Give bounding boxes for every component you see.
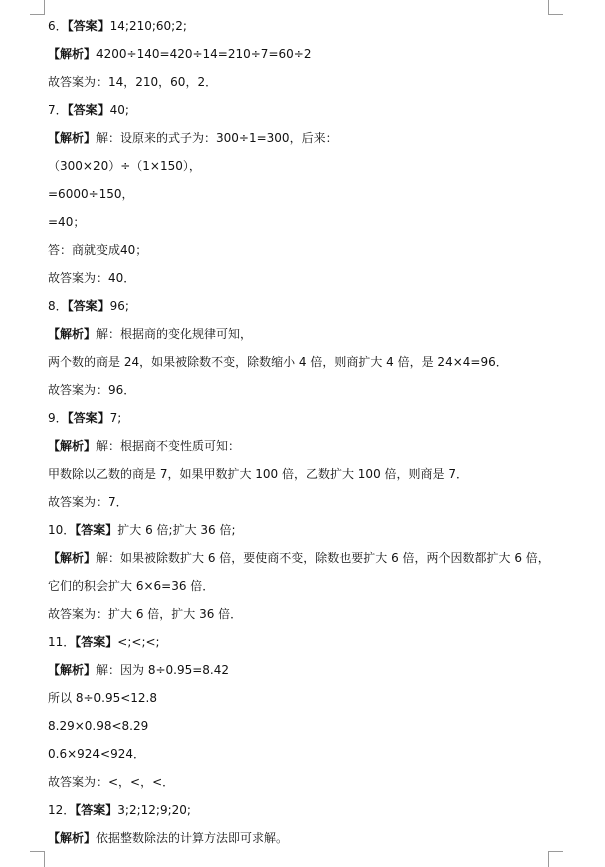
- question-number: 10．: [48, 523, 76, 537]
- analysis-line: [48, 40, 558, 68]
- question-number: 12．: [48, 803, 76, 817]
- text-line: [48, 236, 558, 264]
- text-line: [48, 488, 558, 516]
- answer-line: [48, 628, 558, 656]
- answer-line: [48, 404, 558, 432]
- analysis-label: 【解析】: [48, 47, 97, 61]
- text-line: [48, 600, 558, 628]
- line-text: 故答案为：7．: [48, 495, 128, 509]
- line-text: （300×20）÷（1×150），: [48, 159, 201, 173]
- analysis-line: [48, 824, 558, 852]
- answer-line: [48, 96, 558, 124]
- text-line: [48, 460, 558, 488]
- answer-label: 【答案】: [67, 19, 110, 33]
- answer-label: 【答案】: [75, 803, 118, 817]
- question-number: 9．: [48, 411, 68, 425]
- analysis-line: [48, 544, 558, 600]
- line-text: 故答案为：扩大 6 倍，扩大 36 倍．: [48, 607, 243, 621]
- line-text: 解：根据商的变化规律可知，: [96, 327, 253, 341]
- answer-line: [48, 516, 558, 544]
- analysis-line: [48, 432, 558, 460]
- text-line: [48, 376, 558, 404]
- text-line: [48, 264, 558, 292]
- answer-label: 【答案】: [75, 523, 118, 537]
- text-line: [48, 684, 558, 712]
- analysis-line: [48, 124, 558, 152]
- question-number: 7．: [48, 103, 68, 117]
- line-text: 所以 8÷0.95<12.8: [48, 691, 157, 705]
- answer-line: [48, 292, 558, 320]
- analysis-label: 【解析】: [48, 439, 97, 453]
- line-text: 解：根据商不变性质可知：: [96, 439, 241, 453]
- answer-line: [48, 796, 558, 824]
- line-text: 故答案为：<，<，<．: [48, 775, 175, 789]
- text-line: [48, 712, 558, 740]
- line-text: 0.6×924<924．: [48, 747, 146, 761]
- answer-label: 【答案】: [67, 103, 110, 117]
- line-text: 96;: [109, 299, 129, 313]
- answer-line: [48, 12, 558, 40]
- analysis-label: 【解析】: [48, 131, 97, 145]
- line-text: 故答案为：14，210，60，2．: [48, 75, 218, 89]
- line-text: 解：因为 8÷0.95=8.42: [96, 663, 230, 677]
- line-text: 40;: [109, 103, 129, 117]
- page-corner-mark-bottom-left: [30, 851, 45, 867]
- line-text: 依据整数除法的计算方法即可求解。: [96, 831, 289, 845]
- text-line: [48, 152, 558, 180]
- line-text: 故答案为：40．: [48, 271, 136, 285]
- line-text: 14;210;60;2;: [109, 19, 187, 33]
- analysis-line: [48, 656, 558, 684]
- analysis-label: 【解析】: [48, 831, 97, 845]
- line-text: =6000÷150，: [48, 187, 134, 201]
- question-number: 8．: [48, 299, 68, 313]
- analysis-label: 【解析】: [48, 327, 97, 341]
- line-text: 两个数的商是 24，如果被除数不变，除数缩小 4 倍，则商扩大 4 倍，是 24×4=96．: [48, 355, 508, 369]
- page-corner-mark-top-left: [30, 0, 45, 15]
- text-line: [48, 180, 558, 208]
- page-corner-mark-bottom-right: [548, 851, 563, 867]
- document-body[interactable]: [48, 12, 558, 852]
- analysis-label: 【解析】: [48, 663, 97, 677]
- text-line: [48, 768, 558, 796]
- text-line: [48, 208, 558, 236]
- line-text: 解：设原来的式子为：300÷1=300，后来：: [96, 131, 338, 145]
- answer-label: 【答案】: [67, 411, 110, 425]
- line-text: 甲数除以乙数的商是 7，如果甲数扩大 100 倍，乙数扩大 100 倍，则商是 7．: [48, 467, 468, 481]
- answer-label: 【答案】: [75, 635, 118, 649]
- line-text: 解：如果被除数扩大 6 倍，要使商不变，除数也要扩大 6 倍，两个因数都扩大 6 倍，它们的积会扩大 6×6=36 倍．: [48, 551, 550, 593]
- question-number: 6．: [48, 19, 68, 33]
- question-number: 11．: [48, 635, 76, 649]
- text-line: [48, 68, 558, 96]
- text-line: [48, 740, 558, 768]
- line-text: 扩大 6 倍;扩大 36 倍;: [117, 523, 236, 537]
- line-text: <;<;<;: [117, 635, 160, 649]
- line-text: 8.29×0.98<8.29: [48, 719, 149, 733]
- line-text: 故答案为：96．: [48, 383, 136, 397]
- text-line: [48, 348, 558, 376]
- line-text: 答：商就变成40；: [48, 243, 148, 257]
- analysis-line: [48, 320, 558, 348]
- line-text: 7;: [109, 411, 122, 425]
- line-text: =40；: [48, 215, 86, 229]
- line-text: 3;2;12;9;20;: [117, 803, 191, 817]
- analysis-label: 【解析】: [48, 551, 97, 565]
- line-text: 4200÷140=420÷14=210÷7=60÷2: [96, 47, 312, 61]
- answer-label: 【答案】: [67, 299, 110, 313]
